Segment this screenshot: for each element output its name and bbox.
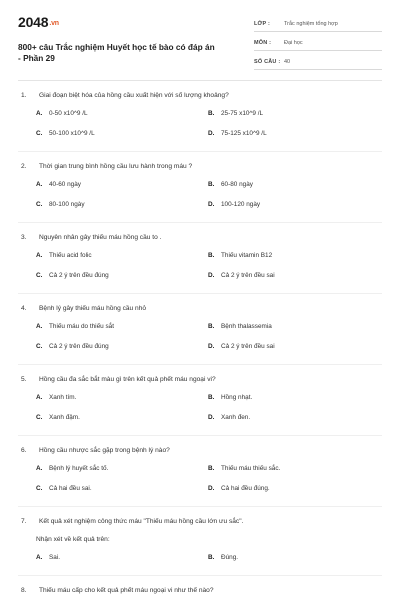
option-text: Cả 2 ý trên đều sai: [221, 272, 275, 279]
option-letter: B.: [208, 110, 215, 117]
question-line: [18, 375, 382, 385]
meta-row-class: [254, 16, 382, 32]
question-number: 2.: [21, 163, 27, 170]
answer-options: [36, 322, 382, 362]
header-divider: [18, 80, 382, 81]
question-number: 4.: [21, 305, 27, 312]
option-letter: A.: [36, 394, 43, 401]
option-letter: B.: [208, 323, 215, 330]
answer-option[interactable]: [36, 393, 208, 403]
document-meta: [254, 16, 382, 70]
question-separator: [18, 151, 382, 152]
answer-options: [36, 393, 382, 433]
option-text: Đúng.: [221, 554, 239, 561]
question-subtext: Nhận xét về kết quả trên:: [36, 536, 110, 543]
option-text: 25-75 x10^9 /L: [221, 110, 264, 117]
question-separator: [18, 222, 382, 223]
question-item: [18, 304, 382, 365]
option-text: Sai.: [49, 554, 61, 561]
answer-option[interactable]: [208, 322, 380, 332]
option-text: Thiếu máu thiếu sắc.: [221, 465, 281, 472]
answer-option[interactable]: [208, 200, 380, 210]
question-separator: [18, 575, 382, 576]
question-item: [18, 446, 382, 507]
option-text: Xanh tím.: [49, 394, 77, 401]
question-line: [18, 517, 382, 527]
option-text: 100-120 ngày: [221, 201, 261, 208]
answer-option[interactable]: [36, 322, 208, 332]
document-title: 800+ câu Trắc nghiệm Huyết học tế bào có đáp án - Phần 29: [18, 42, 215, 63]
option-letter: A.: [36, 323, 43, 330]
question-number: 5.: [21, 376, 27, 383]
answer-options: [36, 180, 382, 220]
question-item: [18, 586, 382, 596]
option-text: 0-50 x10^9 /L: [49, 110, 88, 117]
option-letter: B.: [208, 181, 215, 188]
option-text: Hồng nhạt.: [221, 394, 253, 401]
option-letter: C.: [36, 343, 43, 350]
option-letter: D.: [208, 272, 215, 279]
option-text: Cả 2 ý trên đều sai: [221, 343, 275, 350]
answer-option[interactable]: [36, 484, 208, 494]
answer-option[interactable]: [208, 464, 380, 474]
question-number: 3.: [21, 234, 27, 241]
option-letter: B.: [208, 394, 215, 401]
question-list: [18, 91, 382, 596]
question-separator: [18, 293, 382, 294]
option-letter: C.: [36, 201, 43, 208]
answer-option[interactable]: [36, 413, 208, 423]
answer-option[interactable]: [208, 180, 380, 190]
answer-option[interactable]: [208, 342, 380, 352]
answer-option[interactable]: [208, 109, 380, 119]
option-letter: B.: [208, 465, 215, 472]
header-left: [18, 14, 218, 64]
option-letter: C.: [36, 272, 43, 279]
option-text: Cả 2 ý trên đều đúng: [49, 272, 109, 279]
option-letter: D.: [208, 343, 215, 350]
option-letter: A.: [36, 181, 43, 188]
answer-option[interactable]: [36, 271, 208, 281]
meta-label: SỐ CÂU :: [254, 58, 281, 65]
answer-options: [36, 553, 382, 573]
answer-option[interactable]: [208, 271, 380, 281]
option-letter: C.: [36, 485, 43, 492]
meta-label: LỚP :: [254, 20, 270, 27]
logo-suffix: .vn: [49, 19, 59, 27]
question-item: [18, 517, 382, 576]
option-letter: C.: [36, 414, 43, 421]
question-item: [18, 162, 382, 223]
answer-option[interactable]: [208, 251, 380, 261]
option-letter: D.: [208, 201, 215, 208]
option-text: Cả 2 ý trên đều đúng: [49, 343, 109, 350]
option-letter: A.: [36, 110, 43, 117]
option-text: 40-60 ngày: [49, 181, 81, 188]
option-text: Bệnh lý huyết sắc tố.: [49, 465, 109, 472]
answer-option[interactable]: [36, 129, 208, 139]
option-text: Xanh đậm.: [49, 414, 80, 421]
option-letter: D.: [208, 130, 215, 137]
option-text: 80-100 ngày: [49, 201, 85, 208]
answer-option[interactable]: [36, 200, 208, 210]
option-text: Cả hai đều đúng.: [221, 485, 270, 492]
question-separator: [18, 435, 382, 436]
question-text: Thiếu máu cấp cho kết quả phết máu ngoại vi như thế nào?: [39, 587, 214, 594]
question-text: Hồng cầu nhược sắc gặp trong bệnh lý nào?: [39, 447, 170, 454]
option-text: 50-100 x10^9 /L: [49, 130, 95, 137]
answer-options: [36, 109, 382, 149]
option-text: Thiếu máu do thiếu sắt: [49, 323, 115, 330]
option-text: Thiếu acid folic: [49, 252, 92, 259]
question-line: [18, 162, 382, 172]
option-letter: B.: [208, 554, 215, 561]
option-letter: A.: [36, 465, 43, 472]
question-number: 1.: [21, 92, 27, 99]
option-text: 60-80 ngày: [221, 181, 253, 188]
question-text: Hồng cầu đa sắc bắt màu gì trên kết quả phết máu ngoại vi?: [39, 376, 216, 383]
option-letter: D.: [208, 414, 215, 421]
question-line: [18, 304, 382, 314]
site-logo[interactable]: [18, 14, 218, 30]
question-separator: [18, 506, 382, 507]
question-text: Bệnh lý gây thiếu máu hồng cầu nhỏ: [39, 305, 147, 312]
question-separator: [18, 364, 382, 365]
document-header: [18, 14, 382, 70]
option-letter: A.: [36, 554, 43, 561]
question-number: 8.: [21, 587, 27, 594]
answer-options: [36, 464, 382, 504]
answer-option[interactable]: [36, 553, 208, 563]
answer-option[interactable]: [208, 553, 380, 563]
question-line: [18, 233, 382, 243]
option-text: Xanh đen.: [221, 414, 251, 421]
answer-option[interactable]: [208, 393, 380, 403]
option-letter: D.: [208, 485, 215, 492]
question-text: Thời gian trung bình hồng cầu lưu hành trong máu ?: [39, 163, 193, 170]
meta-value: Đại học: [284, 39, 303, 46]
question-line: [18, 586, 382, 596]
meta-row-count: [254, 54, 382, 70]
logo-text: 2048: [18, 14, 49, 30]
question-line: [18, 446, 382, 456]
question-text: Nguyên nhân gây thiếu máu hồng cầu to .: [39, 234, 162, 241]
meta-label: MÔN :: [254, 39, 272, 46]
answer-option[interactable]: [36, 109, 208, 119]
option-text: Thiếu vitamin B12: [221, 252, 273, 259]
option-letter: C.: [36, 130, 43, 137]
question-item: [18, 91, 382, 152]
option-text: Cả hai đều sai.: [49, 485, 92, 492]
question-number: 7.: [21, 518, 27, 525]
answer-options: [36, 251, 382, 291]
question-item: [18, 233, 382, 294]
option-text: 75-125 x10^9 /L: [221, 130, 267, 137]
question-text: Kết quả xét nghiệm công thức máu "Thiếu máu hồng cầu lớn ưu sắc".: [39, 518, 244, 525]
answer-option[interactable]: [36, 180, 208, 190]
question-number: 6.: [21, 447, 27, 454]
answer-option[interactable]: [208, 129, 380, 139]
answer-option[interactable]: [36, 342, 208, 352]
meta-value: 40: [284, 58, 291, 65]
option-letter: A.: [36, 252, 43, 259]
question-text: Giai đoạn biệt hóa của hồng cầu xuất hiện với số lượng khoảng?: [39, 92, 229, 99]
answer-option[interactable]: [208, 413, 380, 423]
meta-value: Trắc nghiệm tổng hợp: [284, 20, 338, 27]
meta-row-subject: [254, 35, 382, 51]
option-text: Bệnh thalassemia: [221, 323, 272, 330]
answer-option[interactable]: [36, 251, 208, 261]
answer-option[interactable]: [36, 464, 208, 474]
answer-option[interactable]: [208, 484, 380, 494]
question-item: [18, 375, 382, 436]
option-letter: B.: [208, 252, 215, 259]
question-line: [18, 91, 382, 101]
